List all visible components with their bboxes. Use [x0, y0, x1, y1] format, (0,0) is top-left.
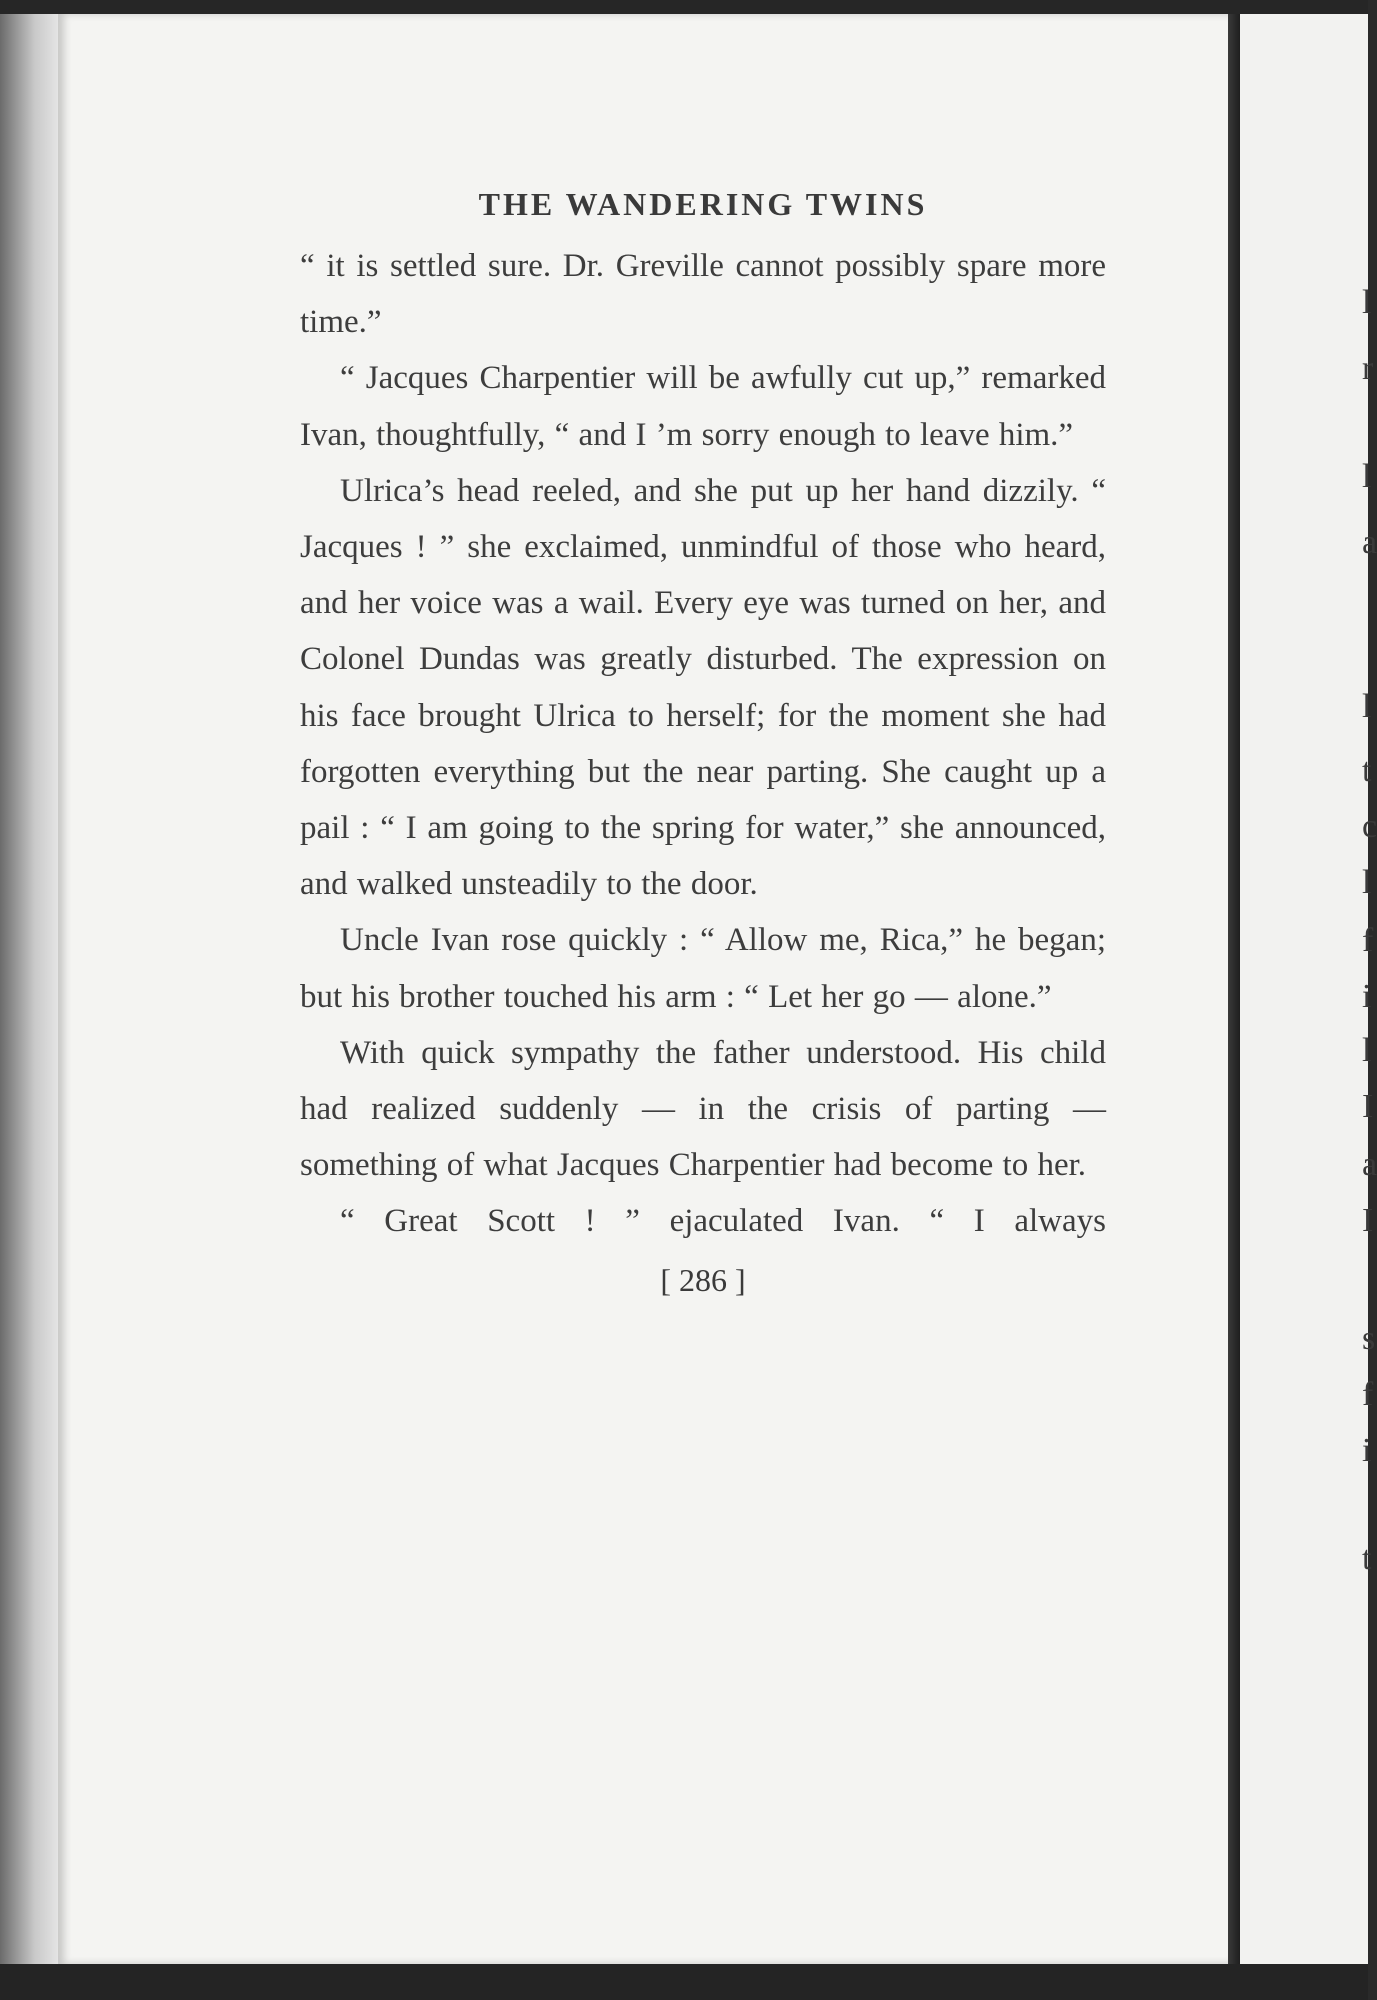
facing-page-letter: i — [1362, 1432, 1372, 1469]
page-number: [ 286 ] — [660, 1261, 746, 1298]
facing-page-letter: t — [1362, 752, 1372, 789]
running-head: THE WANDERING TWINS — [478, 186, 928, 222]
paragraph: Ulrica’s head reeled, and she put up her hand dizzily. “ Jacques ! ” she exclaimed, unmindful of those who heard, and her voice was a wail. Every eye was turned on her, and Colonel Dundas was greatly disturbed. The expression on his face brought Ulrica to herself; for the moment she had forgotten everything but the near parting. She caught up a pail : “ I am going to the spring for water,” she announced, and walked unsteadily to the door. — [300, 472, 1106, 903]
facing-page-letter: c — [1362, 808, 1377, 845]
facing-page-letter: l — [1362, 1032, 1372, 1069]
paragraph: “ Great Scott ! ” ejaculated Ivan. “ I always — [340, 1203, 1106, 1240]
facing-page-letter: t — [1362, 1540, 1372, 1577]
page-text-block — [300, 180, 1106, 1306]
facing-page-letter: a — [1362, 524, 1377, 561]
facing-page-letter: f — [1362, 1376, 1374, 1413]
paragraph: With quick sympathy the father understood. His child had realized suddenly — in the crisis of parting — something of what Jacques Charpentier had become to her. — [300, 1034, 1106, 1184]
facing-page-letter: s — [1362, 1320, 1376, 1357]
facing-page-letter: l — [1362, 864, 1372, 901]
page-stack-edge — [0, 14, 58, 1964]
facing-page-letter: l — [1362, 688, 1372, 725]
facing-page-letter: a — [1362, 1146, 1377, 1183]
facing-page-letter: l — [1362, 284, 1372, 321]
facing-page-letter: l — [1362, 458, 1372, 495]
scan-bottom-edge — [0, 1964, 1368, 2000]
book-gutter — [1228, 14, 1240, 1964]
facing-page-edge — [1240, 14, 1377, 1964]
facing-page-letter: i — [1362, 978, 1372, 1015]
paragraph: Uncle Ivan rose quickly : “ Allow me, Rica,” he began; but his brother touched his arm : “ Let her go — alone.” — [300, 922, 1106, 1015]
paragraph: “ Jacques Charpentier will be awfully cut up,” remarked Ivan, thoughtfully, “ and I ’m sorry enough to leave him.” — [300, 360, 1106, 453]
facing-page-letter: I — [1362, 1088, 1374, 1125]
facing-page-letter: r — [1362, 350, 1374, 387]
paragraph: “ it is settled sure. Dr. Greville cannot possibly spare more time.” — [300, 248, 1106, 341]
facing-page-letter: I — [1362, 1202, 1374, 1239]
facing-page-letter: f — [1362, 922, 1374, 959]
